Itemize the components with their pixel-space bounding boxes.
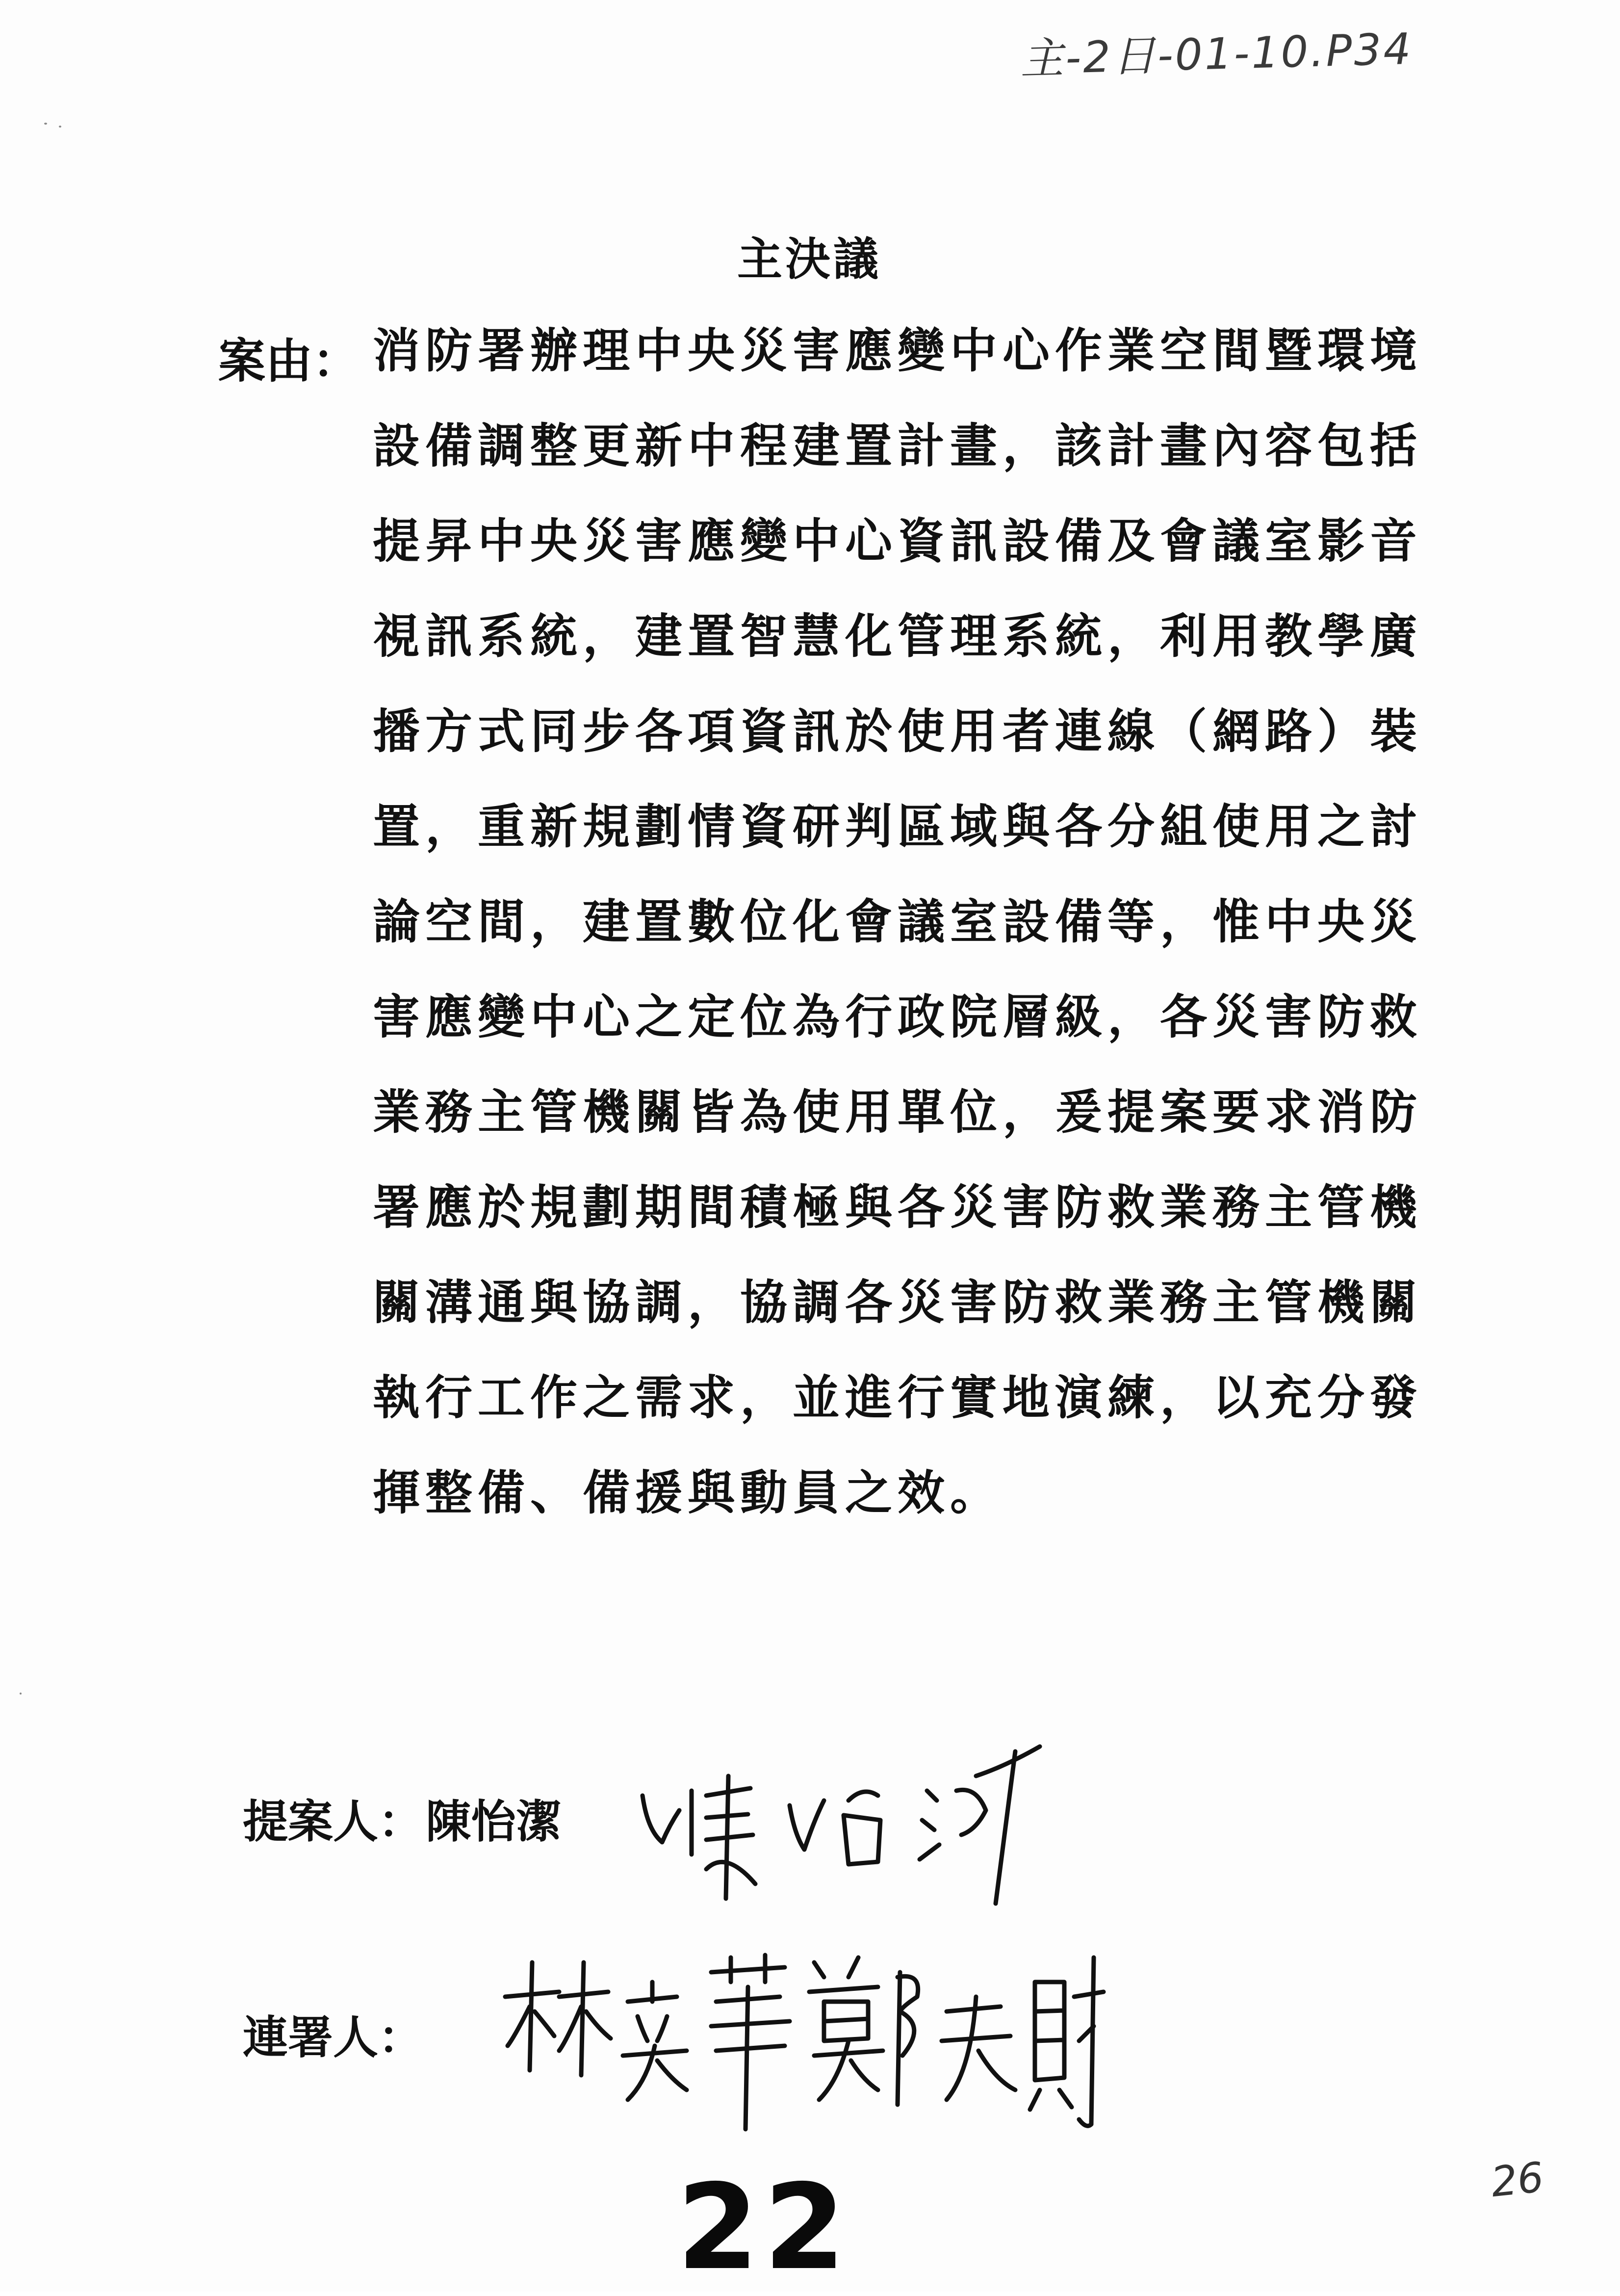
- body-line: 揮整備、備援與動員之效。: [373, 1465, 1003, 1520]
- proposer-row: [243, 1786, 561, 1851]
- body-line: 論空間，建置數位化會議室設備等，惟中央災: [373, 894, 1422, 949]
- page-number: 22: [677, 2159, 850, 2296]
- body-line: 設備調整更新中程建置計畫，該計畫內容包括: [373, 418, 1422, 473]
- cosigner-row: [243, 2002, 423, 2066]
- body-line: 置，重新規劃情資研判區域與各分組使用之討: [373, 799, 1422, 854]
- body-line: 業務主管機關皆為使用單位，爰提案要求消防: [373, 1084, 1422, 1140]
- proposer-name: 陳怡潔: [426, 1795, 562, 1848]
- case-body: [373, 323, 1422, 1561]
- corner-page-number: 26: [1489, 2153, 1546, 2207]
- case-label: 案由：: [218, 333, 360, 389]
- proposer-signature: [633, 1737, 1054, 1913]
- archive-reference-note: 主-2日-01-10.P34: [1019, 23, 1414, 84]
- cosigner-label: 連署人：: [243, 2011, 424, 2064]
- scan-speck: [59, 126, 61, 128]
- cosigner-signature-2: [804, 1943, 1108, 2139]
- proposer-label: 提案人：: [243, 1795, 424, 1848]
- body-line: 署應於規劃期間積極與各災害防救業務主管機: [373, 1179, 1422, 1235]
- cosigner-signature-1: [500, 1943, 804, 2139]
- page-title: 主決議: [737, 233, 881, 286]
- body-line: 消防署辦理中央災害應變中心作業空間暨環境: [373, 323, 1422, 378]
- scan-speck: [20, 1693, 22, 1695]
- body-line: 執行工作之需求，並進行實地演練，以充分發: [373, 1370, 1422, 1425]
- body-line: 視訊系統，建置智慧化管理系統，利用教學廣: [373, 608, 1422, 664]
- body-line: 害應變中心之定位為行政院層級，各災害防救: [373, 989, 1422, 1044]
- scan-speck: [44, 123, 47, 125]
- body-line: 關溝通與協調，協調各災害防救業務主管機關: [373, 1275, 1422, 1330]
- body-line: 提昇中央災害應變中心資訊設備及會議室影音: [373, 513, 1422, 569]
- body-line: 播方式同步各項資訊於使用者連線（網路）裝: [373, 704, 1422, 759]
